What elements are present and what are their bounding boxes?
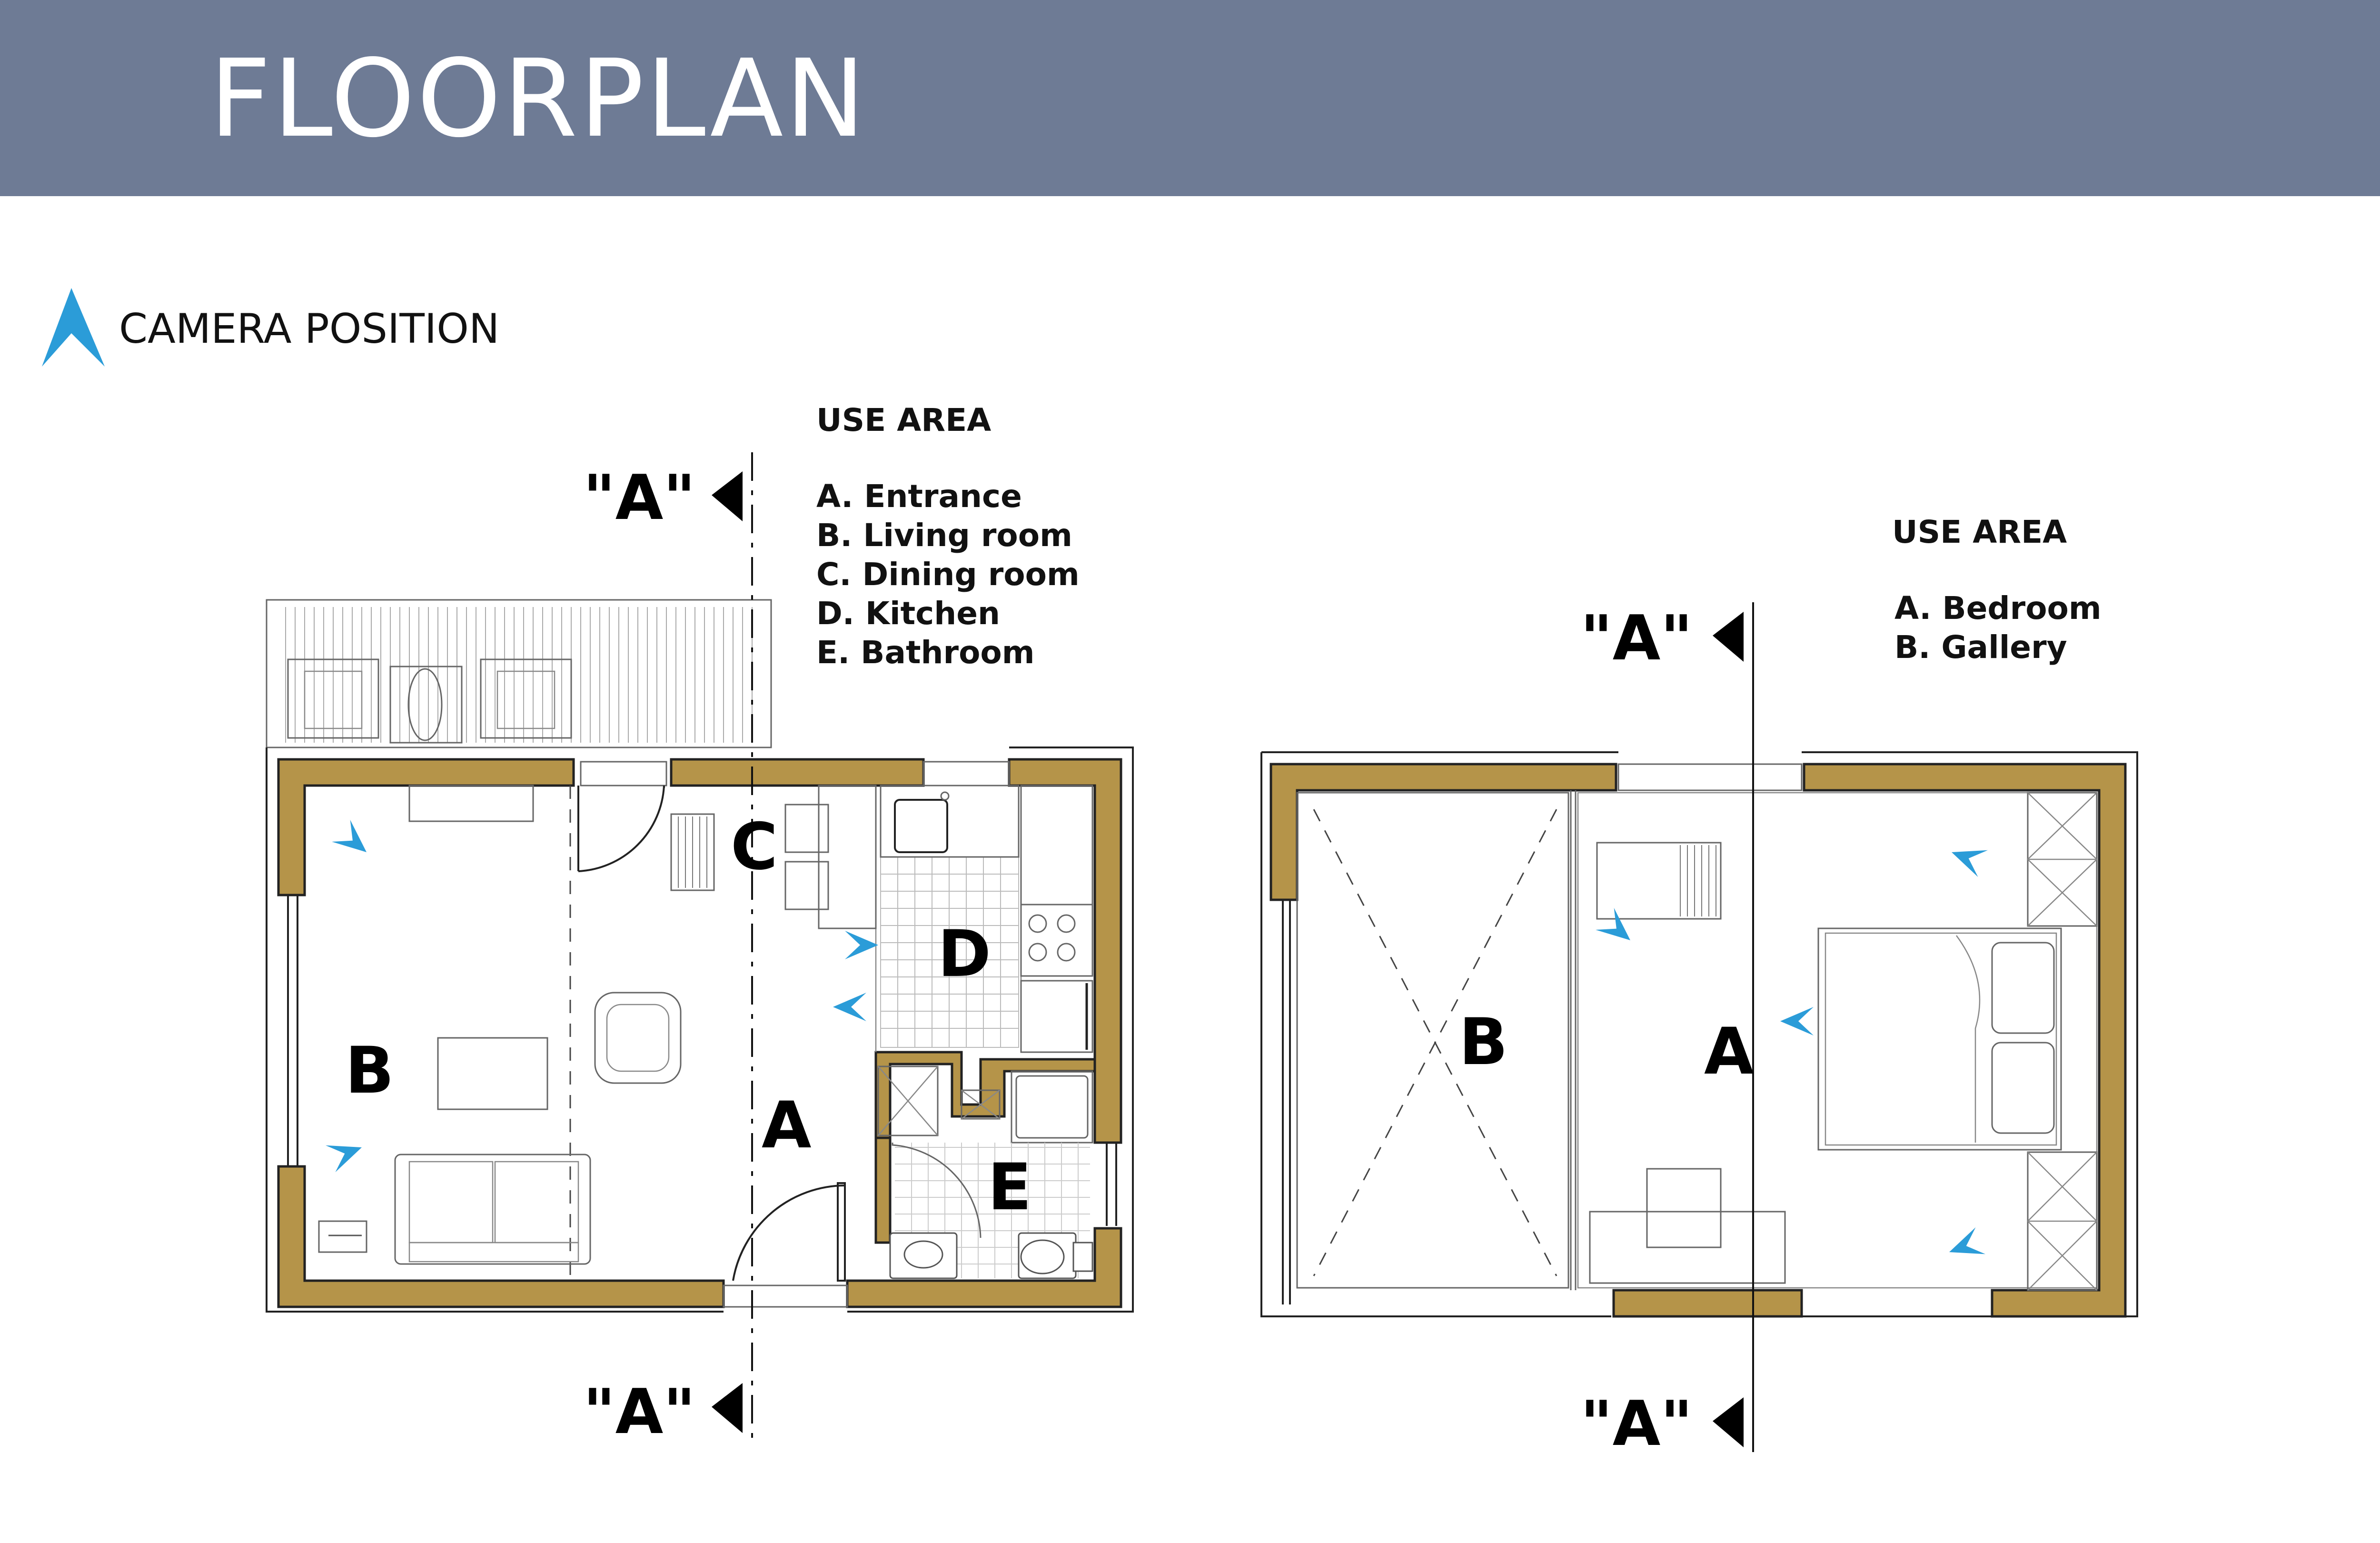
ground-floor-use-area [816,402,1080,671]
camera-position-arrow-icon [1944,1227,1985,1265]
section-label-top: "A" [1580,602,1693,674]
camera-position-arrow-icon [1596,908,1639,951]
camera-position-arrow-icon [833,993,866,1021]
room-label-b: B [1459,1005,1508,1079]
camera-position-arrow-icon [845,931,878,959]
use-area-item: D. Kitchen [816,595,1001,632]
upper-floor-use-area [1892,514,2102,666]
room-label-e: E [988,1150,1032,1224]
section-label-bottom: "A" [1580,1387,1693,1460]
sofa [395,1155,590,1264]
use-area-title: USE AREA [1892,514,2067,550]
room-label-c: C [731,809,778,884]
ground-floor-plan [267,452,1133,1448]
room-label-a: A [762,1088,812,1163]
room-label-b: B [345,1033,394,1108]
legend-label: CAMERA POSITION [119,305,500,353]
section-label-bottom: "A" [583,1375,696,1448]
room-label-d: D [938,916,992,991]
upper-floor-plan [1261,602,2137,1460]
use-area-item: A. Entrance [816,478,1022,515]
use-area-item: B. Gallery [1894,629,2067,666]
use-area-item: C. Dining room [816,556,1080,593]
section-label-top: "A" [583,461,696,534]
use-area-title: USE AREA [816,402,992,438]
camera-position-arrow-icon [42,288,105,367]
camera-position-arrow-icon [332,820,376,863]
camera-position-arrow-icon [1780,1007,1814,1035]
bed [1818,928,2061,1150]
camera-position-arrow-icon [326,1134,367,1172]
use-area-item: E. Bathroom [816,634,1035,671]
page-title: FLOORPLAN [209,37,867,161]
terrace [267,600,771,747]
camera-position-arrow-icon [1947,839,1988,877]
room-label-a: A [1704,1014,1754,1089]
use-area-item: B. Living room [816,517,1072,554]
side-table [319,1221,367,1252]
use-area-item: A. Bedroom [1894,590,2102,627]
